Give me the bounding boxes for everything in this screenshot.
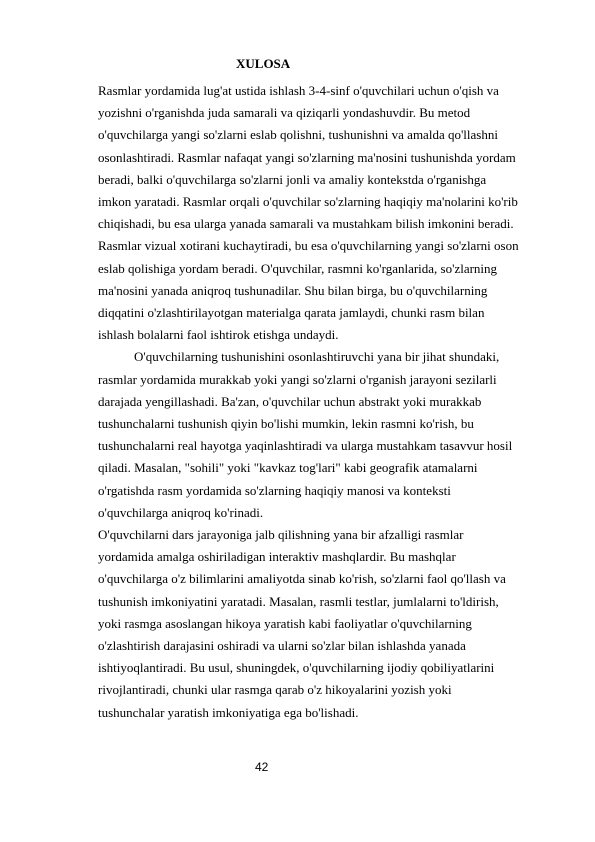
text-line: o'zlashtirish darajasini oshiradi va ularni so'zlar bilan ishlashda yanada [98, 638, 466, 654]
text-line: o'quvchilarga aniqroq ko'rinadi. [98, 504, 264, 520]
text-line: Rasmlar vizual xotirani kuchaytiradi, bu esa o'quvchilarning yangi so'zlarni oson [98, 238, 519, 254]
text-line: darajada yengillashadi. Ba'zan, o'quvchilar uchun abstrakt yoki murakkab [98, 393, 482, 409]
paragraph-start-line: O'quvchilarning tushunishini osonlashtiruvchi yana bir jihat shundaki, [134, 349, 500, 365]
text-line: tushunchalar yaratish imkoniyatiga ega bo'lishadi. [98, 704, 359, 720]
text-line: rasmlar yordamida murakkab yoki yangi so'zlarni o'rganish jarayoni sezilarli [98, 371, 497, 387]
text-line: tushunish imkoniyatini yaratadi. Masalan, rasmli testlar, jumlalarni to'ldirish, [98, 593, 499, 609]
text-line: eslab qolishiga yordam beradi. O'quvchilar, rasmni ko'rganlarida, so'zlarning [98, 260, 498, 276]
text-line: qiladi. Masalan, "sohili" yoki "kavkaz tog'lari" kabi geografik atamalarni [98, 460, 478, 476]
text-line: yoki rasmga asoslangan hikoya yaratish kabi faoliyatlar o'quvchilarning [98, 615, 472, 631]
text-line: osonlashtiradi. Rasmlar nafaqat yangi so'zlarning ma'nosini tushunishda yordam [98, 149, 516, 165]
text-line: yordamida amalga oshiriladigan interaktiv mashqlardir. Bu mashqlar [98, 549, 456, 565]
text-line: beradi, balki o'quvchilarga so'zlarni jonli va amaliy kontekstda o'rganishga [98, 171, 487, 187]
text-line: ishtiyoqlantiradi. Bu usul, shuningdek, o'quvchilarning ijodiy qobiliyatlarini [98, 660, 495, 676]
text-line: tushunchalarni real hayotga yaqinlashtiradi va ularga mustahkam tasavvur hosil [98, 438, 513, 454]
text-line: imkon yaratadi. Rasmlar orqali o'quvchilar so'zlarning haqiqiy ma'nolarini ko'rib [98, 194, 518, 210]
page-title: XULOSA [236, 56, 291, 71]
text-line: o'quvchilarga yangi so'zlarni eslab qolishni, tushunishni va amalda qo'llashni [98, 127, 498, 143]
body-text [98, 80, 558, 724]
text-line: Rasmlar yordamida lug'at ustida ishlash 3-4-sinf o'quvchilari uchun o'qish va [98, 83, 499, 98]
text-line: yozishni o'rganishda juda samarali va qiziqarli yondashuvdir. Bu metod [98, 105, 471, 121]
text-line: chiqishadi, bu esa ularga yanada samarali va mustahkam bilish imkonini beradi. [98, 216, 514, 232]
text-line: diqqatini o'zlashtirilayotgan materialga qarata jamlaydi, chunki rasm bilan [98, 305, 485, 321]
text-line: ma'nosini yanada aniqroq tushunadilar. Shu bilan birga, bu o'quvchilarning [98, 282, 488, 298]
paragraph-start-line: O'quvchilarni dars jarayoniga jalb qilishning yana bir afzalligi rasmlar [98, 527, 464, 543]
page-number: 42 [255, 760, 269, 774]
text-line: o'quvchilarga o'z bilimlarini amaliyotda sinab ko'rish, so'zlarni faol qo'llash va [98, 571, 506, 587]
text-line: tushunchalarni tushunish qiyin bo'lishi mumkin, lekin rasmni ko'rish, bu [98, 416, 474, 432]
text-line: rivojlantiradi, chunki ular rasmga qarab o'z hikoyalarini yozish yoki [98, 682, 452, 698]
text-line: ishlash bolalarni faol ishtirok etishga undaydi. [98, 327, 339, 343]
text-line: o'rgatishda rasm yordamida so'zlarning haqiqiy manosi va konteksti [98, 482, 451, 498]
